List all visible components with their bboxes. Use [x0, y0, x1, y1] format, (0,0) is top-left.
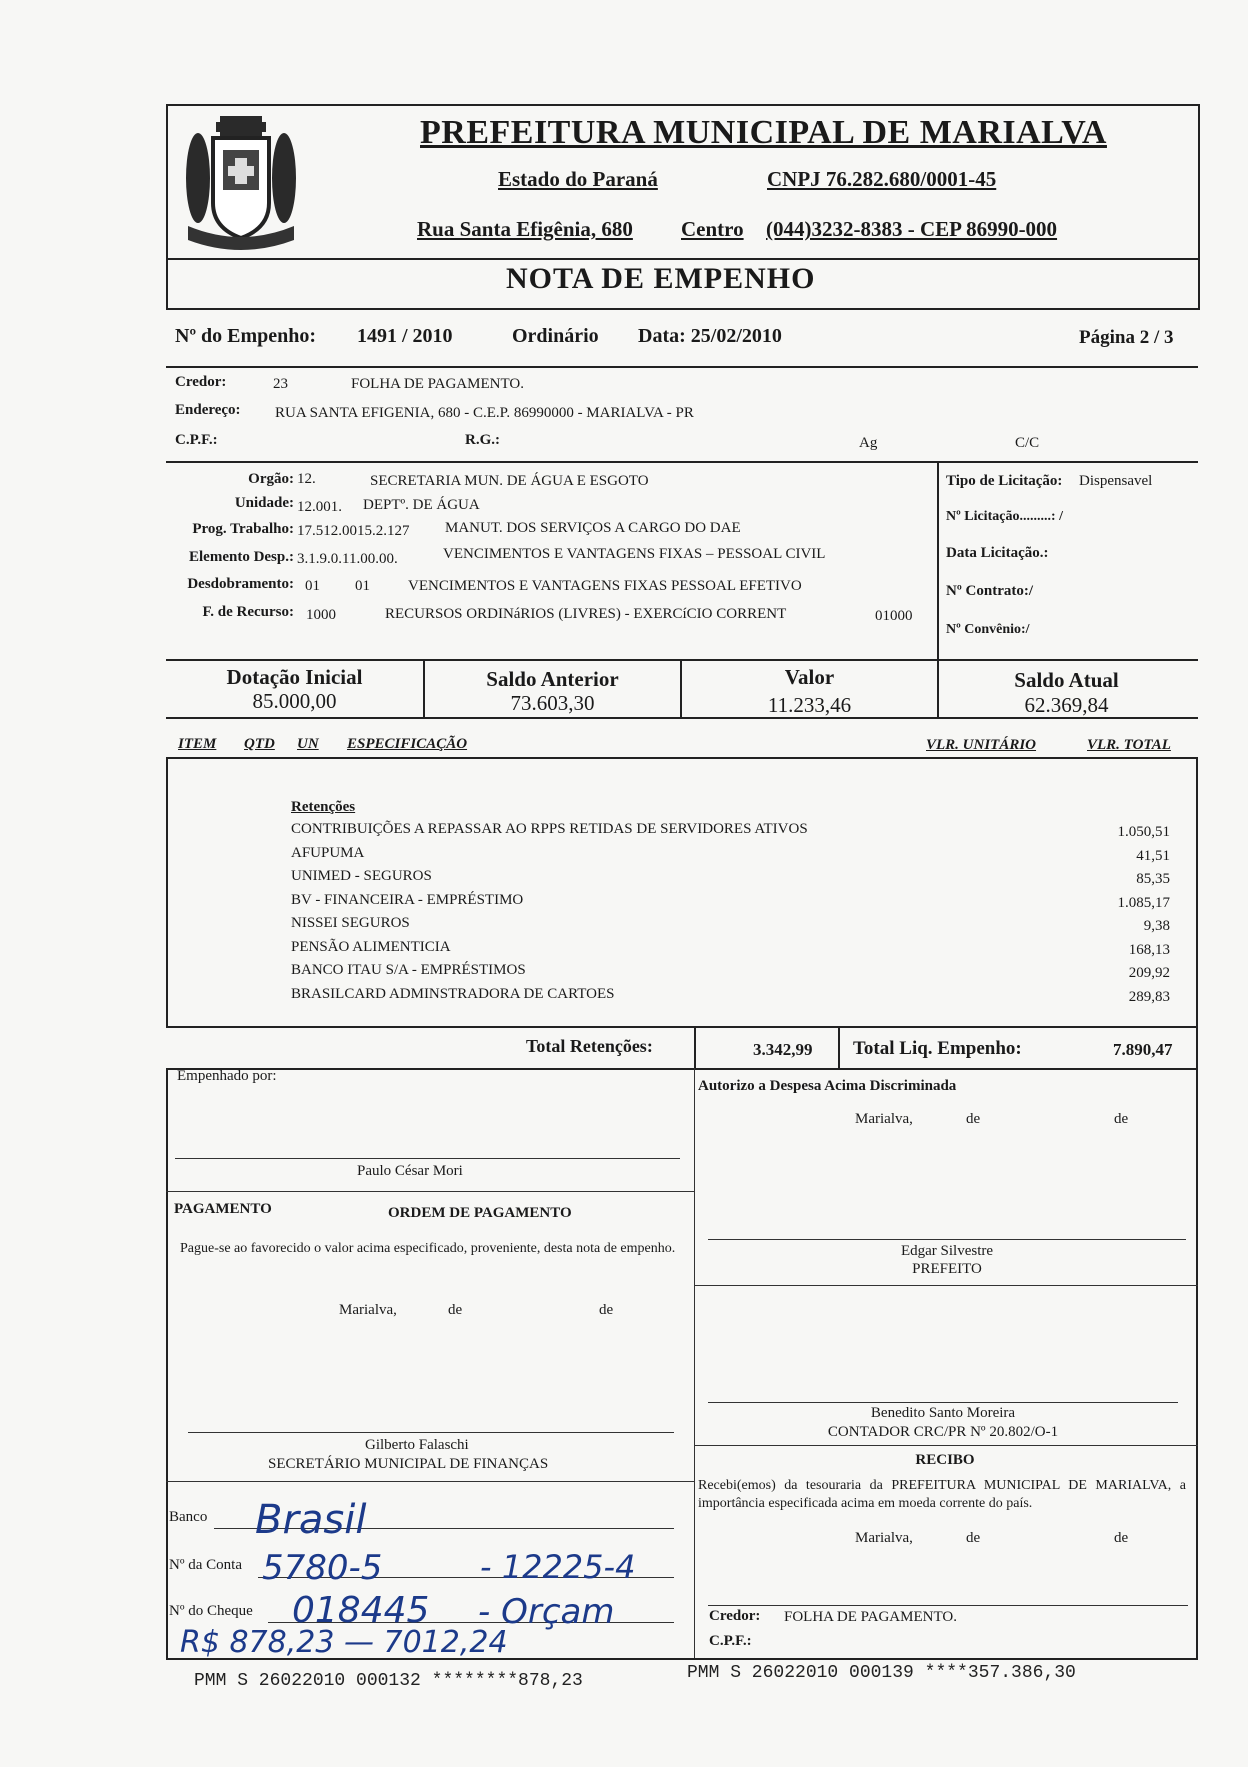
marialva-left: Marialva,	[339, 1302, 397, 1318]
handwritten-conta-2: - 12225-4	[480, 1548, 636, 1586]
fonte-recurso-desc: RECURSOS ORDINáRIOS (LIVRES) - EXERCíCIO CORRENT	[385, 606, 787, 622]
retencao-value: 41,51	[1136, 847, 1170, 864]
prog-trabalho-label: Prog. Trabalho:	[192, 521, 294, 537]
retencao-desc: CONTRIBUIÇÕES A REPASSAR AO RPPS RETIDAS DE SERVIDORES ATIVOS	[291, 821, 808, 837]
saldo-atual-value: 62.369,84	[1024, 693, 1109, 717]
desdobramento-code-1: 01	[305, 578, 320, 594]
cpf-label: C.P.F.:	[175, 432, 218, 448]
state-label: Estado do Paraná	[498, 167, 658, 191]
document-title: NOTA DE EMPENHO	[506, 262, 816, 295]
saldo-anterior-label: Saldo Anterior	[486, 667, 619, 691]
gilberto-name: Gilberto Falaschi	[365, 1437, 469, 1453]
pagamento-label: PAGAMENTO	[174, 1201, 272, 1217]
marialva-right-1: Marialva,	[855, 1111, 913, 1127]
total-liquido-value: 7.890,47	[1113, 1040, 1173, 1059]
empenho-number-label: Nº do Empenho:	[175, 325, 317, 347]
retencao-desc: UNIMED - SEGUROS	[291, 868, 432, 884]
retencoes-title: Retenções	[291, 799, 356, 815]
retencao-value: 9,38	[1143, 918, 1170, 934]
col-vlr-unitario: VLR. UNITÁRIO	[926, 737, 1037, 753]
credor-name: FOLHA DE PAGAMENTO.	[351, 376, 524, 392]
col-item: ITEM	[178, 736, 217, 752]
recibo-credor-label: Credor:	[709, 1608, 761, 1624]
address-label: Rua Santa Efigênia, 680	[417, 217, 633, 241]
retencao-desc: BV - FINANCEIRA - EMPRÉSTIMO	[291, 891, 524, 908]
orgao-desc: SECRETARIA MUN. DE ÁGUA E ESGOTO	[370, 473, 649, 489]
unidade-code: 12.001.	[297, 499, 342, 515]
elemento-desc: VENCIMENTOS E VANTAGENS FIXAS – PESSOAL CIVIL	[443, 546, 826, 562]
cc-label: C/C	[1015, 435, 1040, 451]
empenho-date: Data: 25/02/2010	[638, 325, 782, 347]
de-right-3: de	[966, 1530, 981, 1546]
retencao-desc: PENSÃO ALIMENTICIA	[291, 938, 451, 955]
phone-cep-label: (044)3232-8383 - CEP 86990-000	[766, 217, 1058, 241]
retencao-desc: AFUPUMA	[291, 844, 365, 861]
col-qtd: QTD	[244, 736, 275, 752]
total-retencoes-value: 3.342,99	[753, 1040, 813, 1059]
fonte-recurso-code: 1000	[306, 607, 336, 623]
total-retencoes-label: Total Retenções:	[526, 1036, 653, 1056]
coat-of-arms-logo	[168, 108, 314, 258]
retencao-desc: NISSEI SEGUROS	[291, 915, 410, 931]
retencao-value: 1.085,17	[1117, 894, 1170, 911]
recibo-text: Recebi(emos) da tesouraria da PREFEITURA MUNICIPAL DE MARIALVA, a importância especificada acima em moeda corrente do país.	[698, 1478, 1186, 1511]
prefeito-title: PREFEITO	[912, 1261, 982, 1277]
saldo-anterior-value: 73.603,30	[510, 691, 595, 715]
de-right-1: de	[966, 1111, 981, 1127]
valor-label: Valor	[784, 665, 835, 689]
retencao-value: 168,13	[1128, 941, 1170, 958]
unidade-label: Unidade:	[234, 495, 294, 511]
retencao-value: 1.050,51	[1117, 824, 1170, 840]
desdobramento-label: Desdobramento:	[187, 576, 294, 592]
saldo-atual-label: Saldo Atual	[1014, 668, 1119, 692]
retencao-desc: BRASILCARD ADMINSTRADORA DE CARTOES	[291, 985, 615, 1002]
credor-label: Credor:	[175, 374, 227, 390]
desdobramento-code-2: 01	[355, 578, 370, 594]
stamp-right: PMM S 26022010 000139 ****357.386,30	[687, 1663, 1076, 1683]
handwritten-amounts: R$ 878,23 — 7012,24	[180, 1625, 508, 1660]
de-left-2: de	[599, 1302, 614, 1318]
recibo-title: RECIBO	[915, 1452, 975, 1468]
fonte-recurso-label: F. de Recurso:	[202, 604, 294, 620]
empenho-number: 1491 / 2010	[357, 325, 453, 347]
paulo-signature-name: Paulo César Mori	[357, 1163, 463, 1179]
orgao-code: 12.	[297, 471, 316, 487]
col-un: UN	[297, 736, 319, 752]
empenhado-por-label: Empenhado por:	[177, 1068, 277, 1084]
marialva-right-2: Marialva,	[855, 1530, 913, 1546]
dotacao-label: Dotação Inicial	[226, 665, 363, 689]
rg-label: R.G.:	[465, 432, 500, 448]
retencao-value: 209,92	[1128, 965, 1170, 981]
unidade-desc: DEPTº. DE ÁGUA	[363, 497, 480, 513]
stamp-left: PMM S 26022010 000132 ********878,23	[194, 1671, 583, 1691]
desdobramento-desc: VENCIMENTOS E VANTAGENS FIXAS PESSOAL EFETIVO	[408, 578, 802, 594]
page-number: Página 2 / 3	[1079, 327, 1174, 348]
retencao-value: 289,83	[1128, 988, 1170, 1005]
de-left-1: de	[448, 1302, 463, 1318]
tipo-licitacao-label: Tipo de Licitação:	[946, 473, 1063, 489]
total-liquido-label: Total Liq. Empenho:	[853, 1038, 1022, 1059]
prog-trabalho-code: 17.512.0015.2.127	[297, 523, 410, 539]
contrato-number: Nº Contrato:/	[946, 583, 1034, 599]
handwritten-cheque: 018445	[292, 1590, 430, 1631]
benedito-name: Benedito Santo Moreira	[870, 1405, 1016, 1421]
col-especificacao: ESPECIFICAÇÃO	[347, 736, 468, 752]
elemento-code: 3.1.9.0.11.00.00.	[297, 551, 398, 567]
conta-label: Nº da Conta	[169, 1557, 242, 1573]
tipo-licitacao-value: Dispensavel	[1079, 473, 1153, 489]
licitacao-number: Nº Licitação.........: /	[946, 509, 1063, 524]
fonte-recurso-code-2: 01000	[875, 608, 913, 624]
cheque-label: Nº do Cheque	[169, 1603, 253, 1619]
cnpj-label: CNPJ 76.282.680/0001-45	[767, 167, 997, 191]
banco-label: Banco	[169, 1509, 208, 1525]
dotacao-value: 85.000,00	[252, 689, 337, 713]
col-vlr-total: VLR. TOTAL	[1087, 737, 1171, 753]
recibo-cpf-label: C.P.F.:	[709, 1633, 752, 1649]
elemento-label: Elemento Desp.:	[189, 549, 294, 565]
ag-label: Ag	[859, 435, 878, 451]
address-field-label: Endereço:	[175, 402, 241, 418]
neighborhood-label: Centro	[681, 217, 744, 241]
valor-value: 11.233,46	[767, 693, 852, 717]
retencao-desc: BANCO ITAU S/A - EMPRÉSTIMOS	[291, 962, 526, 978]
recibo-credor-name: FOLHA DE PAGAMENTO.	[784, 1609, 957, 1625]
handwritten-conta: 5780-5	[262, 1548, 383, 1588]
secretario-title: SECRETÁRIO MUNICIPAL DE FINANÇAS	[268, 1456, 549, 1472]
autorizo-label: Autorizo a Despesa Acima Discriminada	[698, 1078, 957, 1094]
credor-address: RUA SANTA EFIGENIA, 680 - C.E.P. 86990000 - MARIALVA - PR	[275, 405, 694, 421]
contador-title: CONTADOR CRC/PR Nº 20.802/O-1	[827, 1424, 1059, 1440]
edgar-name: Edgar Silvestre	[900, 1243, 994, 1259]
de-right-2: de	[1114, 1111, 1129, 1127]
pague-text: Pague-se ao favorecido o valor acima especificado, proveniente, desta nota de empenho.	[180, 1241, 676, 1256]
empenho-type: Ordinário	[512, 325, 599, 347]
retencao-value: 85,35	[1136, 871, 1170, 887]
credor-code: 23	[273, 376, 288, 392]
handwritten-cheque-2: - Orçam	[478, 1592, 615, 1632]
data-licitacao: Data Licitação.:	[946, 545, 1049, 561]
de-right-4: de	[1114, 1530, 1129, 1546]
ordem-pagamento-label: ORDEM DE PAGAMENTO	[388, 1205, 572, 1221]
prog-trabalho-desc: MANUT. DOS SERVIÇOS A CARGO DO DAE	[445, 520, 741, 536]
handwritten-banco: Brasil	[255, 1497, 367, 1543]
page-title: PREFEITURA MUNICIPAL DE MARIALVA	[420, 114, 1107, 151]
convenio-number: Nº Convênio:/	[946, 622, 1030, 637]
orgao-label: Orgão:	[248, 471, 294, 487]
